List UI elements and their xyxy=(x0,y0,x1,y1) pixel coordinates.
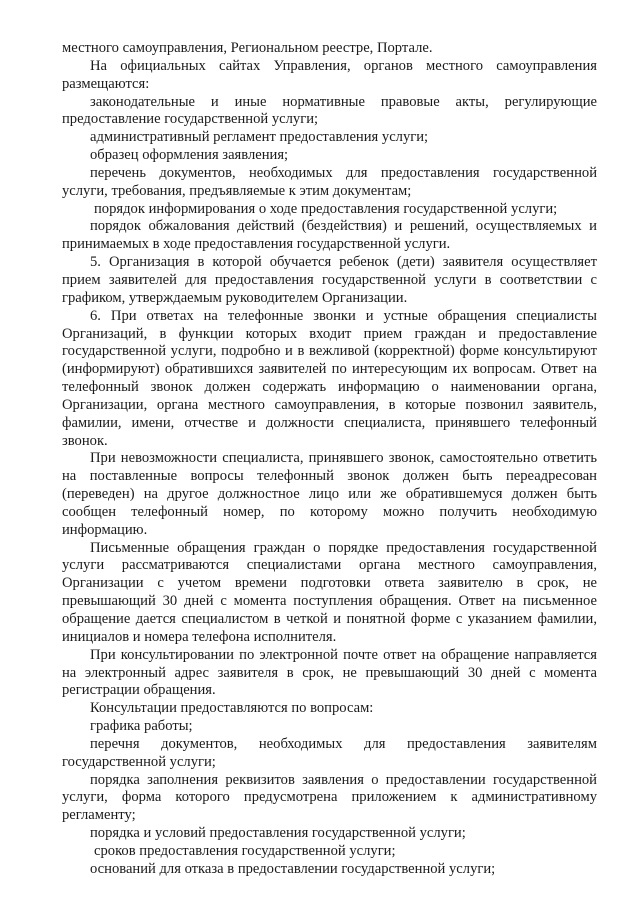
paragraph: местного самоуправления, Региональном реестре, Портале. xyxy=(62,40,433,56)
list-item: оснований для отказа в предоставлении государственной услуги; xyxy=(90,860,496,877)
list-item: порядка заполнения реквизитов заявления о предоставлении государственной услуги, форма которого предусмотрена приложением к административному регламенту; xyxy=(62,771,597,824)
list-item: порядок информирования о ходе предоставления государственной услуги; xyxy=(94,200,558,217)
paragraph: На официальных сайтах Управления, органов местного самоуправления размещаются: xyxy=(62,57,597,92)
document-page xyxy=(62,40,597,879)
paragraph: 5. Организация в которой обучается ребенок (дети) заявителя осуществляет прием заявителей для предоставления государственной услуги в соответствии с графиком, утверждаемым руководителем Организации. xyxy=(62,254,597,306)
paragraph: При консультировании по электронной почте ответ на обращение направляется на электронный адрес заявителя в срок, не превышающий 30 дней с момента регистрации обращения. xyxy=(62,646,597,699)
paragraph: 6. При ответах на телефонные звонки и устные обращения специалисты Организаций, в функции которых входит прием граждан и предоставление государственной услуги, подробно и в вежливой (корректной) форме консультируют (информируют) обратившихся заявителей по интересующим их вопросам. Ответ на телефонный звонок должен содержать информацию о наименовании органа, Организации, органа местного самоуправления, в которые позвонил заявитель, фамилии, имени, отчестве и должности специалиста, принявшего телефонный звонок. xyxy=(62,307,597,449)
list-item: порядок обжалования действий (бездействия) и решений, осуществляемых и принимаемых в ходе предоставления государственной услуги. xyxy=(62,218,597,253)
list-item: образец оформления заявления; xyxy=(90,147,289,164)
list-item: перечень документов, необходимых для предоставления государственной услуги, требования, предъявляемые к этим документам; xyxy=(62,164,597,199)
list-item: сроков предоставления государственной услуги; xyxy=(94,842,396,859)
list-item: графика работы; xyxy=(90,718,193,735)
list-item: перечня документов, необходимых для предоставления заявителям государственной услуги; xyxy=(62,735,597,770)
list-item: порядка и условий предоставления государственной услуги; xyxy=(90,825,466,842)
list-item: административный регламент предоставления услуги; xyxy=(90,129,429,146)
paragraph: Консультации предоставляются по вопросам: xyxy=(90,700,374,717)
paragraph: При невозможности специалиста, принявшего звонок, самостоятельно ответить на поставленные вопросы телефонный звонок должен быть переадресован (переведен) на другое должностное лицо или же обратившемуся должен быть сообщен телефонный номер, по которому можно получить необходимую информацию. xyxy=(62,450,597,538)
list-item: законодательные и иные нормативные правовые акты, регулирующие предоставление государственной услуги; xyxy=(62,93,597,128)
paragraph: Письменные обращения граждан о порядке предоставления государственной услуги рассматриваются специалистами органа местного самоуправления, Организации с учетом времени подготовки ответа заявителю в срок, не превышающий 30 дней с момента поступления обращения. Ответ на письменное обращение дается специалистом в четкой и понятной форме с указанием фамилии, инициалов и номера телефона исполнителя. xyxy=(62,539,597,645)
